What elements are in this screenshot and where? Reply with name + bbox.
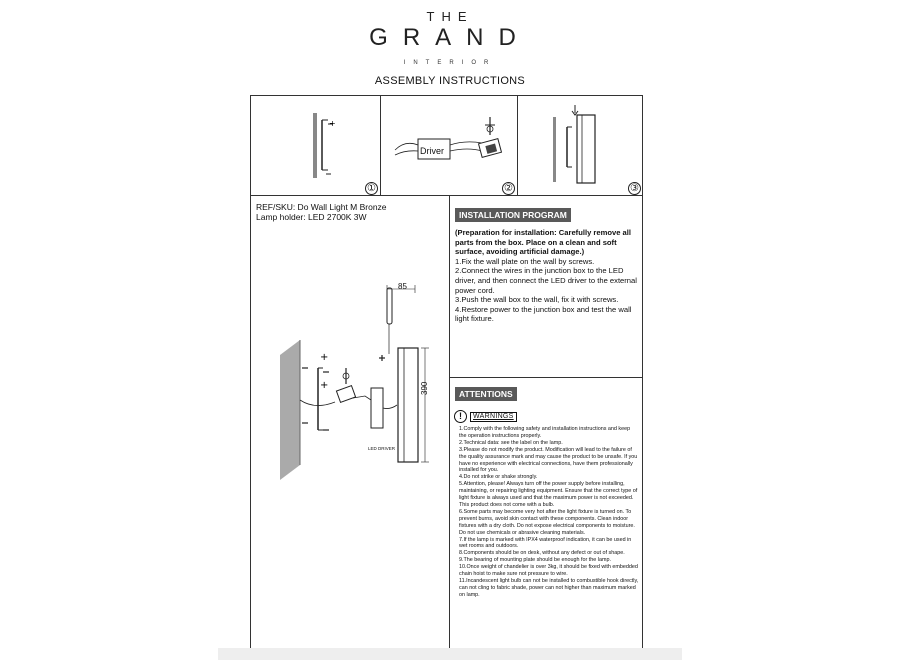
attention-item: 9.The bearing of mounting plate should be enough for the lamp. <box>459 557 611 564</box>
brand-interior: INTERIOR <box>403 60 497 66</box>
screw-icon: + <box>320 380 329 391</box>
step-3-illustration <box>545 105 605 185</box>
attention-item: 6.Some parts may become very hot after the light fixture is turned on. To prevent burns, avoid skin contact with these components. Clean indoor fixtures with a dry cloth. Do not expose electrical components to moisture. Do not use chemicals or abrasive cleaning materials. <box>459 508 635 536</box>
product-reference <box>256 202 387 222</box>
installation-step: 3.Push the wall box to the wall, fix it with screws. <box>455 295 619 305</box>
warning-icon: ! <box>454 410 467 423</box>
divider-step-1-2 <box>380 95 381 195</box>
page-bottom-band <box>218 648 682 660</box>
wall-light-body <box>398 348 418 462</box>
ref-sku: REF/SKU: Do Wall Light M Bronze <box>256 202 387 212</box>
led-driver <box>371 388 383 428</box>
step-1-number: ① <box>365 182 378 195</box>
installation-text <box>455 228 640 324</box>
installation-step: 4.Restore power to the junction box and test the wall light fixture. <box>455 304 632 324</box>
step-2-illustration <box>390 115 510 175</box>
divider-step-2-3 <box>517 95 518 195</box>
screw-icon: + <box>320 352 329 363</box>
lamp-holder: Lamp holder: LED 2700K 3W <box>256 212 367 222</box>
wall-light-body <box>577 115 595 183</box>
attention-item: 5.Attention, please! Always turn off the power supply before installing, maintaining, or repairing lighting equipment. Ensure that the correct type of light fixture is always used and that the maximum power is not exceeded. This product does not come with a bulb. <box>459 481 638 508</box>
junction-box <box>336 386 355 403</box>
installation-header: INSTALLATION PROGRAM <box>455 208 571 222</box>
assembly-drawing <box>275 280 445 480</box>
attentions-header: ATTENTIONS <box>455 387 517 401</box>
divider-install-attn <box>449 377 643 378</box>
attention-item: 7.If the lamp is marked with IPX4 waterproof indication, it can be used in wet rooms and outdoors. <box>459 536 632 550</box>
brand-the: THE <box>426 9 474 24</box>
wall-section <box>313 113 317 178</box>
attention-item: 10.Once weight of chandelier is over 3kg, it should be fixed with embedded chain hoist to make sure not pressure to wire. <box>459 564 638 578</box>
attention-item: 2.Technical data: see the label on the lamp. <box>459 439 563 446</box>
installation-step: 1.Fix the wall plate on the wall by screws. <box>455 256 595 266</box>
brand-logo: GRAND <box>369 24 531 51</box>
warnings-label: WARNINGS <box>470 412 517 422</box>
dimension-height: 390 <box>420 381 429 395</box>
attention-item: 8.Components should be on desk, without any defect or out of shape. <box>459 550 625 557</box>
installation-preparation: (Preparation for installation: Carefully remove all parts from the box. Place on a clean and soft surface, avoiding artificial damage.) <box>455 228 631 257</box>
step-3-number: ③ <box>628 182 641 195</box>
divider-steps <box>250 195 643 196</box>
installation-step: 2.Connect the wires in the junction box to the LED driver, and then connect the LED driver to the external power cord. <box>455 266 637 295</box>
wall-section <box>280 340 300 480</box>
step-2-number: ② <box>502 182 515 195</box>
divider-vertical-main <box>449 195 450 648</box>
attentions-list <box>459 426 639 599</box>
step-1-illustration <box>300 110 360 185</box>
attention-item: 4.Do not strike or shake strongly. <box>459 474 538 481</box>
document-title: ASSEMBLY INSTRUCTIONS <box>374 75 526 87</box>
led-driver-label: LED DRIVER <box>368 446 396 451</box>
wall-section <box>553 117 556 182</box>
attention-item: 3.Please do not modify the product. Modification will lead to the failure of the quality assurance mark and may cause the product to be unsafe. If you have no experience with electrical connections, have them professionally installed for you. <box>459 446 638 474</box>
dimension-width: 85 <box>398 282 407 291</box>
attention-item: 11.Incandescent light bulb can not be installed to combustible hook directly, can not cling to fabric shade, power can not higher than maximum marked on lamp. <box>459 577 639 598</box>
screw-icon: + <box>329 119 336 128</box>
driver-label: Driver <box>420 146 444 156</box>
attention-item: 1.Comply with the following safety and installation instructions and keep the operation instructions properly. <box>459 426 631 439</box>
led-module <box>387 288 392 324</box>
